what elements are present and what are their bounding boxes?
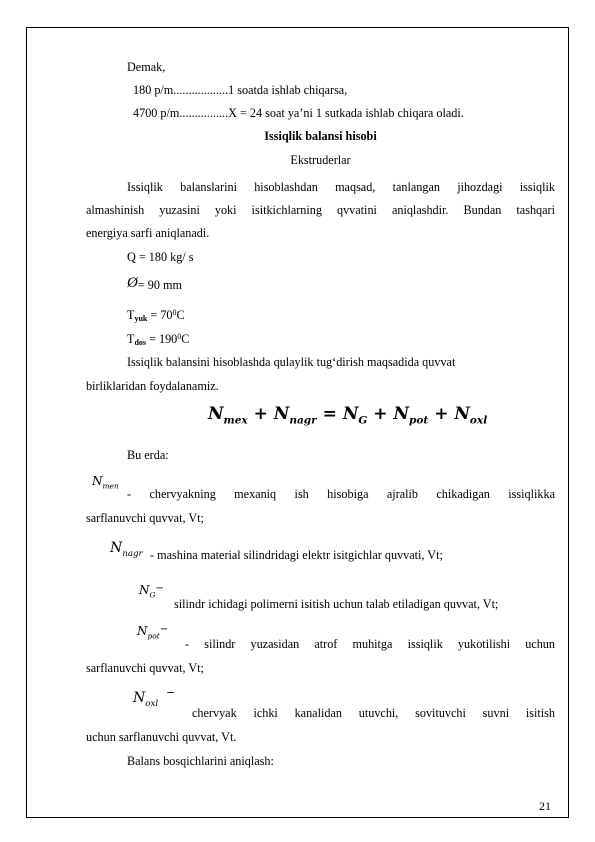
t1-subscript: yuk	[134, 314, 148, 323]
t2-unit: C	[181, 332, 190, 346]
diameter-symbol: Ø	[127, 275, 138, 291]
definition-4-line-1: - silindr yuzasidan atrof muhitga issiqlik yukotilishi uchun	[185, 637, 555, 651]
text-line-180: 180 p/m..................1 soatda ishlab chiqarsa,	[133, 83, 348, 97]
t1-symbol: T	[127, 308, 135, 322]
balance-equation: $N_{mex} + N_{nagr} = N_G + N_{pot} + N_{oxl}$	[208, 404, 488, 427]
t2-value: = 190	[146, 332, 178, 346]
definition-3: silindr ichidagi polimerni isitish uchun talab etiladigan quvvat, Vt;	[174, 597, 499, 611]
definition-5-line-1: chervyak ichki kanalidan utuvchi, sovituvchi suvni isitish	[192, 706, 555, 720]
paragraph-1-line-3: energiya sarfi aniqlanadi.	[86, 226, 210, 240]
text-line-4700: 4700 p/m................X = 24 soat ya’ni 1 sutkada ishlab chiqara oladi.	[133, 106, 464, 120]
definition-5-line-2: uchun sarflanuvchi quvvat, Vt.	[86, 730, 237, 744]
where-label: Bu erda:	[127, 448, 169, 462]
t1-degree: 0	[172, 308, 177, 317]
t1-value: = 70	[147, 308, 173, 322]
symbol-n-g: $N_G^-$	[139, 583, 164, 600]
t2-degree: 0	[177, 332, 182, 341]
t2-subscript: dos	[134, 338, 147, 347]
section-subtitle: Ekstruderlar	[290, 153, 351, 167]
temperature-dos	[127, 330, 189, 350]
text-demak: Demak,	[127, 60, 166, 74]
temperature-load	[127, 306, 185, 326]
paragraph-2-line-1: Issiqlik balansini hisoblashda qulaylik tug‘dirish maqsadida quvvat	[127, 355, 456, 369]
symbol-n-oxl: $N_{oxl}^-$	[133, 686, 176, 709]
diameter-line	[127, 276, 182, 292]
diameter-value: = 90 mm	[137, 278, 182, 292]
definition-2: - mashina material silindridagi elektr isitgichlar quvvati, Vt;	[150, 548, 443, 562]
flow-rate: Q = 180 kg/ s	[127, 250, 194, 264]
t2-symbol: T	[127, 332, 135, 346]
section-title: Issiqlik balansi hisobi	[264, 129, 377, 143]
paragraph-1-line-2: almashinish yuzasini yoki isitkichlarning qvvatini aniqlashdir. Bundan tashqari	[86, 203, 555, 217]
paragraph-2-line-2: birliklaridan foydalanamiz.	[86, 379, 219, 393]
balance-stages-heading: Balans bosqichlarini aniqlash:	[127, 754, 274, 768]
definition-1-line-1: - chervyakning mexaniq ish hisobiga ajralib chikadigan issiqlikka	[127, 487, 555, 501]
page-number: 21	[539, 799, 551, 813]
symbol-n-nagr: $N_{nagr}$	[110, 540, 143, 559]
symbol-n-pot: $N_{pot}^-$	[137, 624, 169, 641]
definition-4-line-2: sarflanuvchi quvvat, Vt;	[86, 661, 204, 675]
symbol-n-mex: $N_{men}$	[92, 474, 119, 491]
t1-unit: C	[176, 308, 185, 322]
definition-1-line-2: sarflanuvchi quvvat, Vt;	[86, 511, 204, 525]
paragraph-1-line-1: Issiqlik balanslarini hisoblashdan maqsad, tanlangan jihozdagi issiqlik	[127, 180, 555, 194]
